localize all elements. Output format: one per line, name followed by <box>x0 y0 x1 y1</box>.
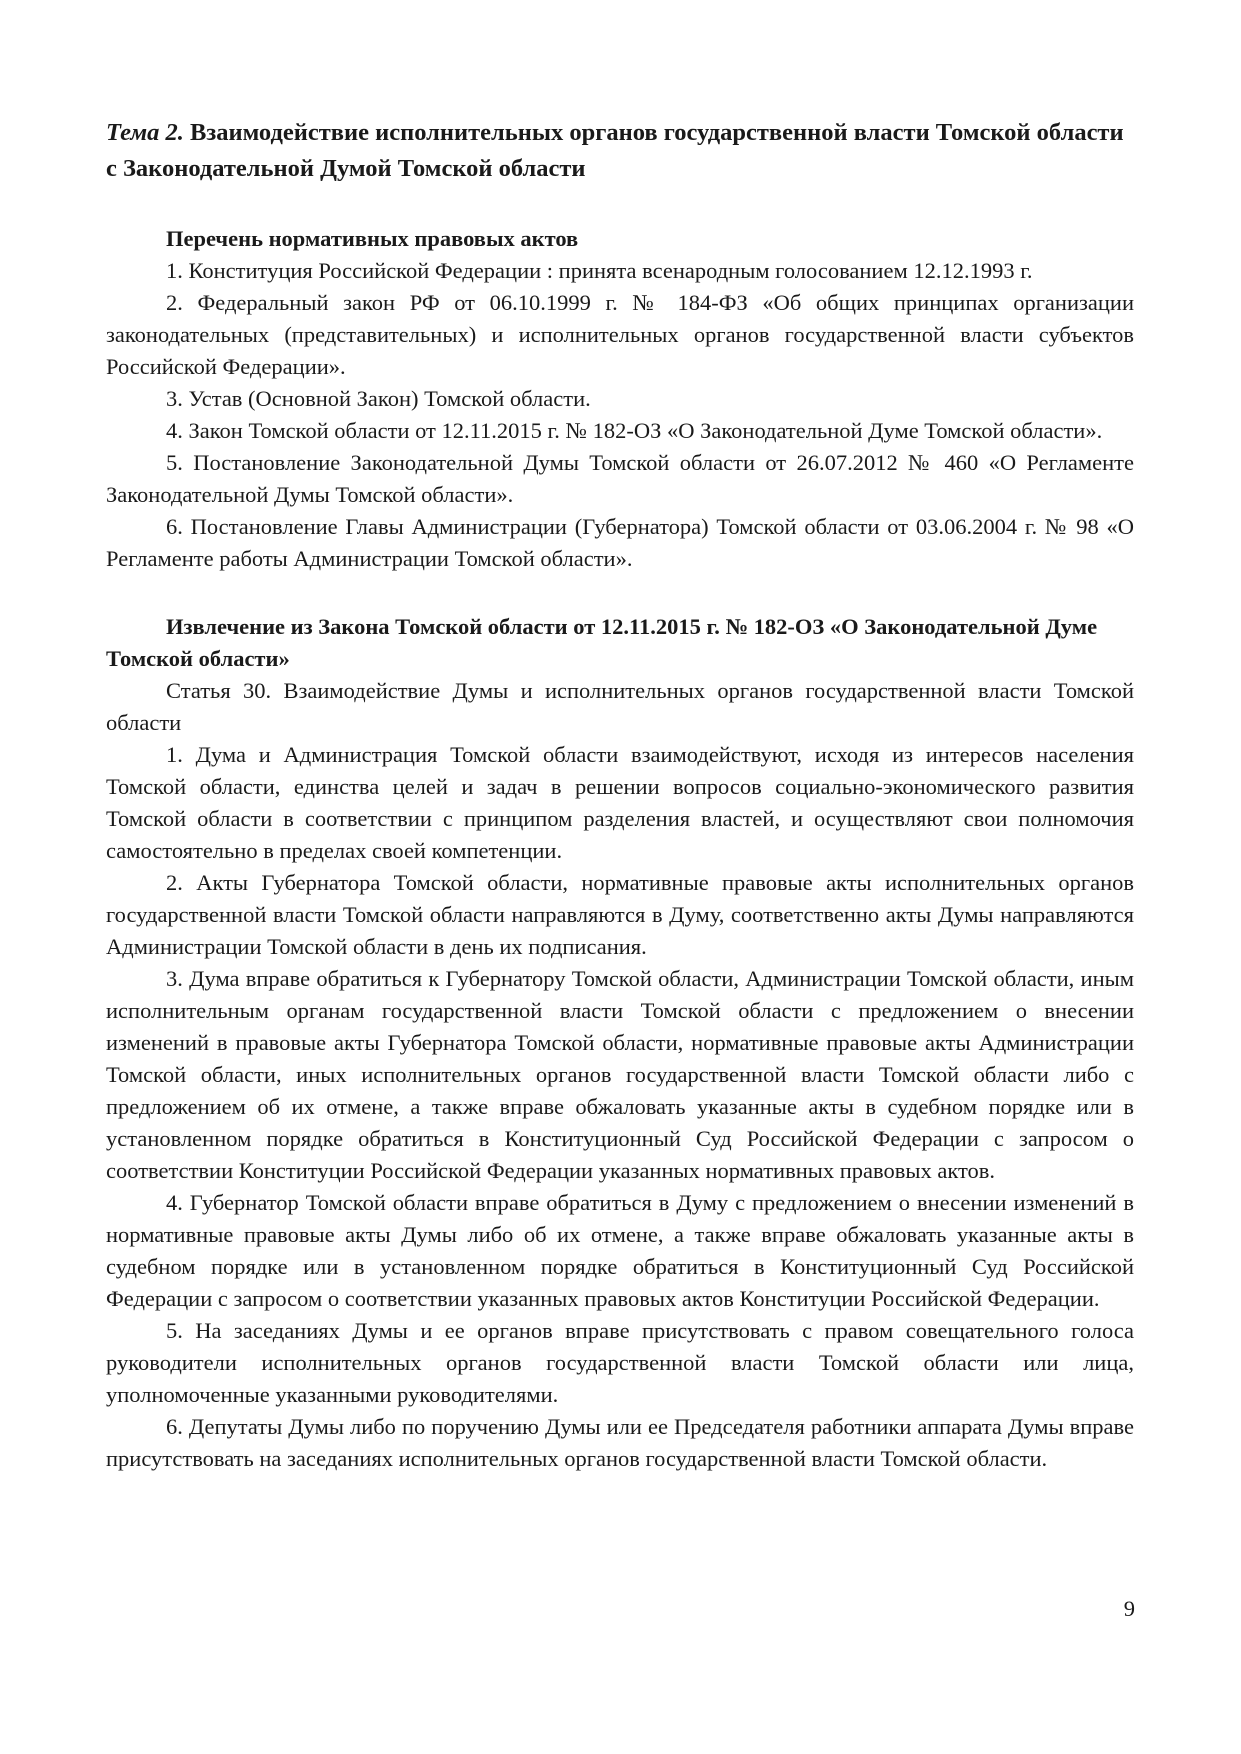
article-paragraph: 4. Губернатор Томской области вправе обратиться в Думу с предложением о внесении изменений в нормативные правовые акты Думы либо об их отмене, а также вправе обжаловать указанные акты в судебном порядке или в установленном порядке обратиться в Конституционный Суд Российской Федерации с запросом о соответствии указанных правовых актов Конституции Российской Федерации. <box>106 1190 1134 1311</box>
topic-title-text: Взаимодействие исполнительных органов государственной власти Томской области с Законодательной Думой Томской области <box>106 119 1124 182</box>
acts-list-item: 1. Конституция Российской Федерации : принята всенародным голосованием 12.12.1993 г. <box>166 258 1033 283</box>
acts-list-item: 3. Устав (Основной Закон) Томской области. <box>166 386 591 411</box>
acts-list-heading: Перечень нормативных правовых актов <box>166 226 579 251</box>
acts-list-item: 4. Закон Томской области от 12.11.2015 г. № 182-ОЗ «О Законодательной Думе Томской области». <box>166 418 1103 443</box>
topic-title <box>106 115 1134 187</box>
document-page <box>106 115 1134 1475</box>
page-number: 9 <box>1123 1596 1135 1621</box>
article-paragraph: 5. На заседаниях Думы и ее органов вправе присутствовать с правом совещательного голоса руководители исполнительных органов государственной власти Томской области или лица, уполномоченные указанными руководителями. <box>106 1318 1134 1407</box>
article-title: Статья 30. Взаимодействие Думы и исполнительных органов государственной власти Томской области <box>106 678 1134 735</box>
topic-label: Тема 2. <box>106 119 184 146</box>
article-paragraph: 2. Акты Губернатора Томской области, нормативные правовые акты исполнительных органов государственной власти Томской области направляются в Думу, соответственно акты Думы направляются Администрации Томской области в день их подписания. <box>106 870 1134 959</box>
acts-list-item: 2. Федеральный закон РФ от 06.10.1999 г. № 184-ФЗ «Об общих принципах организации законодательных (представительных) и исполнительных органов государственной власти субъектов Российской Федерации». <box>106 290 1134 379</box>
acts-list-item: 6. Постановление Главы Администрации (Губернатора) Томской области от 03.06.2004 г. № 98 «О Регламенте работы Администрации Томской области». <box>106 514 1134 571</box>
acts-list-item: 5. Постановление Законодательной Думы Томской области от 26.07.2012 № 460 «О Регламенте Законодательной Думы Томской области». <box>106 450 1134 507</box>
article-paragraph: 6. Депутаты Думы либо по поручению Думы или ее Председателя работники аппарата Думы вправе присутствовать на заседаниях исполнительных органов государственной власти Томской области. <box>106 1414 1134 1471</box>
extract-heading: Извлечение из Закона Томской области от 12.11.2015 г. № 182-ОЗ «О Законодательной Думе Томской области» <box>106 614 1098 671</box>
article-paragraph: 1. Дума и Администрация Томской области взаимодействуют, исходя из интересов населения Томской области, единства целей и задач в решении вопросов социально-экономического развития Томской области в соответствии с принципом разделения властей, и осуществляют свои полномочия самостоятельно в пределах своей компетенции. <box>106 742 1134 863</box>
article-paragraph: 3. Дума вправе обратиться к Губернатору Томской области, Администрации Томской области, иным исполнительным органам государственной власти Томской области с предложением о внесении изменений в правовые акты Губернатора Томской области, нормативные правовые акты Администрации Томской области, иных исполнительных органов государственной власти Томской области либо с предложением об их отмене, а также вправе обжаловать указанные акты в судебном порядке или в установленном порядке обратиться в Конституционный Суд Российской Федерации с запросом о соответствии Конституции Российской Федерации указанных нормативных правовых актов. <box>106 966 1134 1183</box>
